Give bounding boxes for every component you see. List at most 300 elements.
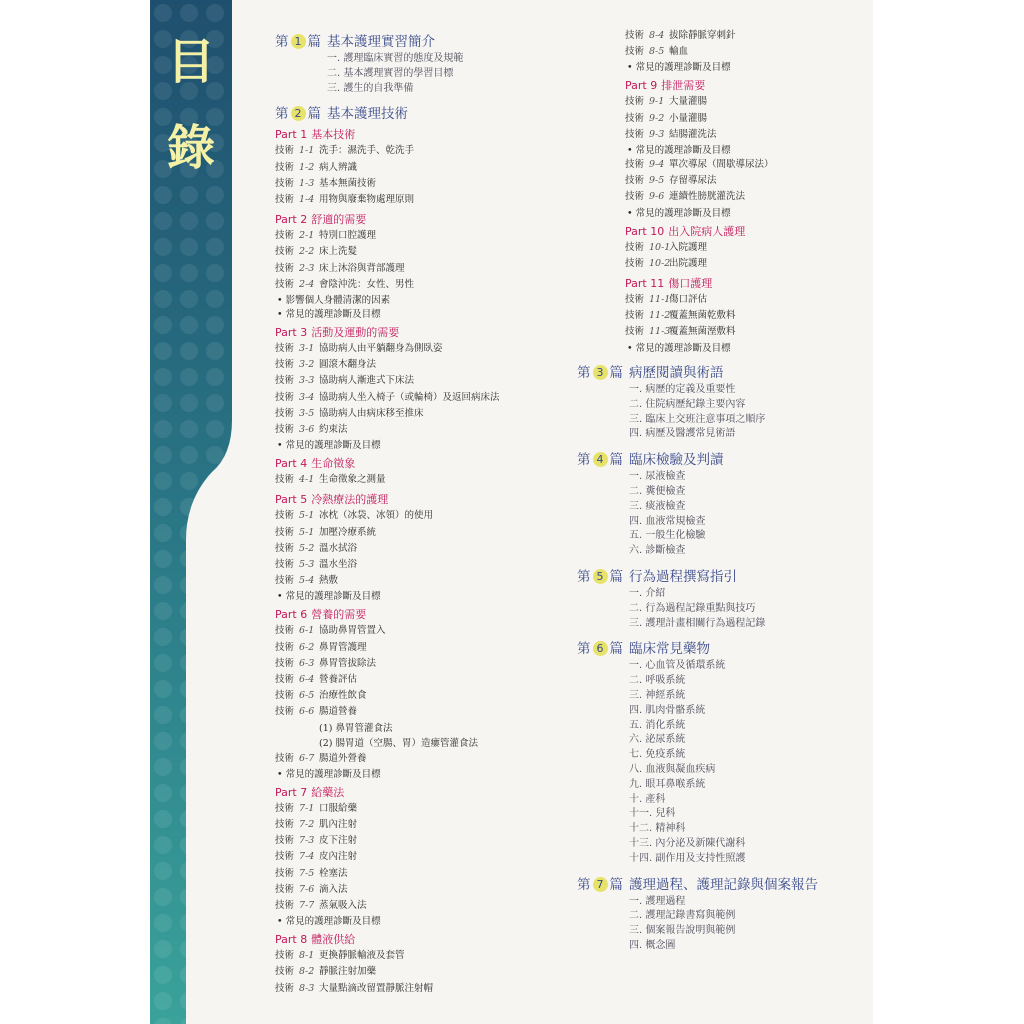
sub-item: (1) 鼻胃管灌食法 xyxy=(319,722,393,734)
skill-item xyxy=(275,559,357,571)
skill-label: 技術 xyxy=(275,674,295,685)
skill-item xyxy=(275,510,433,522)
skill-label: 技術 xyxy=(275,262,295,274)
chapter-heading xyxy=(275,105,408,123)
skill-number: 9-4 xyxy=(649,159,665,170)
skill-number: 6-3 xyxy=(299,657,315,669)
part-number: Part 10 xyxy=(625,224,665,238)
skill-title: 靜脈注射加藥 xyxy=(319,966,377,978)
skill-label: 技術 xyxy=(275,359,295,371)
skill-label: 技術 xyxy=(275,407,295,419)
skill-title: 協助病人由病床移至推床 xyxy=(319,407,424,419)
skill-item xyxy=(275,625,386,637)
skill-title: 覆蓋無菌乾敷料 xyxy=(669,310,736,322)
skill-title: 出院護理 xyxy=(669,257,708,269)
skill-number: 6-6 xyxy=(299,706,315,718)
part-number: Part 4 xyxy=(275,457,308,471)
skill-label: 技術 xyxy=(275,900,295,911)
skill-number: 1-4 xyxy=(299,194,315,205)
skill-item xyxy=(275,343,443,355)
skill-label: 技術 xyxy=(625,326,645,338)
part-title: 排泄需要 xyxy=(661,79,706,93)
skill-number: 3-6 xyxy=(299,424,315,435)
skill-number: 7-4 xyxy=(299,851,315,863)
skill-label: 技術 xyxy=(275,542,295,554)
skill-number: 2-3 xyxy=(299,262,315,274)
chapter-prefix: 第 xyxy=(577,876,591,893)
skill-label: 技術 xyxy=(275,982,295,994)
skill-label: 技術 xyxy=(275,883,295,895)
part-title: 傷口護理 xyxy=(668,277,713,290)
skill-title: 連續性膀胱灌洗法 xyxy=(669,191,746,203)
skill-title: 皮內注射 xyxy=(319,851,358,863)
chapter-suffix: 篇 xyxy=(609,641,623,658)
part-heading xyxy=(275,457,355,471)
skill-label: 技術 xyxy=(275,575,295,587)
skill-item xyxy=(625,242,707,254)
part-heading xyxy=(275,128,355,142)
skill-label: 技術 xyxy=(625,310,645,322)
bullet-item: • 常見的護理診斷及目標 xyxy=(627,342,731,354)
skill-label: 技術 xyxy=(275,177,295,189)
part-title: 基本技術 xyxy=(311,128,356,142)
skill-number: 6-4 xyxy=(299,674,315,685)
skill-title: 鼻胃管拔除法 xyxy=(319,657,377,669)
skill-title: 會陰沖洗：女性、男性 xyxy=(319,278,415,290)
section-item: 一. 護理臨床實習的態度及規範 xyxy=(327,53,464,64)
chapter-title: 臨床檢驗及判讀 xyxy=(629,452,724,469)
skill-item xyxy=(625,310,736,322)
skill-item xyxy=(275,145,414,157)
skill-title: 小量灌腸 xyxy=(669,112,708,124)
skill-number: 10-2 xyxy=(649,257,671,269)
bullet-item: • 常見的護理診斷及目標 xyxy=(277,768,381,780)
skill-item xyxy=(275,575,338,587)
skill-title: 協助病人由平躺翻身為側臥姿 xyxy=(319,343,443,354)
skill-item xyxy=(625,175,717,187)
skill-label: 技術 xyxy=(275,510,295,522)
skill-title: 腸道營養 xyxy=(319,706,358,718)
skill-item xyxy=(275,983,433,995)
skill-title: 大量灌腸 xyxy=(669,96,708,108)
skill-title: 覆蓋無菌溼敷料 xyxy=(669,326,736,338)
bullet-item: • 常見的護理診斷及目標 xyxy=(627,145,731,156)
skill-item xyxy=(625,294,707,306)
skill-item xyxy=(275,674,357,686)
skill-number: 8-5 xyxy=(649,46,665,58)
skill-title: 大量點滴改留置靜脈注射帽 xyxy=(319,982,434,994)
chapter-prefix: 第 xyxy=(275,106,289,123)
chapter-prefix: 第 xyxy=(577,569,591,585)
skill-number: 3-3 xyxy=(299,375,315,387)
skill-number: 5-4 xyxy=(299,575,315,587)
skill-number: 11-3 xyxy=(649,326,671,338)
skill-item xyxy=(275,819,357,831)
skill-label: 技術 xyxy=(275,706,295,718)
skill-number: 9-5 xyxy=(649,175,665,187)
skill-label: 技術 xyxy=(275,343,295,354)
section-item: 一. 介紹 xyxy=(629,588,666,599)
part-heading xyxy=(625,225,745,239)
skill-item xyxy=(275,803,357,815)
section-item: 一. 護理過程 xyxy=(629,895,686,907)
part-title: 冷熱療法的護理 xyxy=(311,493,389,507)
skill-title: 圓滾木翻身法 xyxy=(319,359,377,371)
bullet-item: • 常見的護理診斷及目標 xyxy=(627,62,731,74)
section-item: 九. 眼耳鼻喉系統 xyxy=(629,778,706,790)
skill-label: 技術 xyxy=(625,112,645,124)
skill-title: 基本無菌技術 xyxy=(319,177,377,189)
chapter-title: 基本護理實習簡介 xyxy=(327,34,435,50)
skill-title: 輸血 xyxy=(669,46,689,58)
skill-label: 技術 xyxy=(275,641,295,653)
skill-item xyxy=(275,230,376,242)
part-heading xyxy=(275,933,355,947)
section-item: 三. 痰液檢查 xyxy=(629,500,686,512)
skill-label: 技術 xyxy=(275,966,295,978)
skill-number: 7-7 xyxy=(299,900,315,911)
skill-number: 1-1 xyxy=(299,145,315,157)
skill-title: 熱敷 xyxy=(319,575,339,587)
part-number: Part 8 xyxy=(275,933,308,947)
chapter-title: 行為過程撰寫指引 xyxy=(629,569,737,585)
skill-label: 技術 xyxy=(625,30,645,41)
section-item: 五. 消化系統 xyxy=(629,719,686,731)
skill-item xyxy=(275,162,357,174)
skill-item xyxy=(625,113,707,125)
skill-label: 技術 xyxy=(275,867,295,879)
skill-number: 9-1 xyxy=(649,96,665,108)
part-title: 給藥法 xyxy=(311,785,345,799)
skill-number: 5-1 xyxy=(299,510,315,522)
skill-number: 3-5 xyxy=(299,407,315,419)
skill-number: 7-1 xyxy=(299,802,315,814)
toc-title-char-2: 錄 xyxy=(166,120,215,176)
skill-label: 技術 xyxy=(275,819,295,830)
skill-number: 3-1 xyxy=(299,343,315,354)
bullet-item: • 常見的護理診斷及目標 xyxy=(627,207,731,219)
chapter-heading xyxy=(577,451,724,469)
skill-item xyxy=(625,129,717,141)
chapter-prefix: 第 xyxy=(577,452,591,469)
skill-title: 單次導尿（間歇導尿法） xyxy=(669,159,774,170)
part-heading xyxy=(275,213,366,227)
chapter-number-badge: 2 xyxy=(291,106,306,121)
skill-number: 9-2 xyxy=(649,112,665,124)
chapter-number-badge: 7 xyxy=(593,877,608,892)
chapter-prefix: 第 xyxy=(275,34,289,50)
skill-label: 技術 xyxy=(625,128,645,140)
skill-label: 技術 xyxy=(275,851,295,863)
skill-title: 加壓冷療系統 xyxy=(319,526,377,538)
skill-number: 11-2 xyxy=(649,310,671,322)
section-item: 十二. 精神科 xyxy=(629,823,686,835)
skill-label: 技術 xyxy=(625,175,645,187)
skill-number: 10-1 xyxy=(649,241,671,253)
skill-label: 技術 xyxy=(625,257,645,269)
section-item: 三. 護理計畫相關行為過程記錄 xyxy=(629,617,766,629)
skill-title: 溫水拭浴 xyxy=(319,542,358,554)
skill-number: 5-2 xyxy=(299,542,315,554)
skill-item xyxy=(275,966,376,978)
part-heading xyxy=(275,493,388,507)
skill-item xyxy=(275,359,376,371)
part-title: 舒適的需要 xyxy=(311,213,367,227)
skill-number: 8-3 xyxy=(299,982,315,994)
skill-item xyxy=(625,258,707,270)
skill-item xyxy=(275,868,348,880)
skill-label: 技術 xyxy=(275,391,295,403)
skill-number: 2-1 xyxy=(299,230,315,242)
skill-label: 技術 xyxy=(275,230,295,242)
skill-number: 1-2 xyxy=(299,161,315,173)
skill-label: 技術 xyxy=(625,159,645,170)
part-title: 營養的需要 xyxy=(311,608,367,622)
skill-title: 更換靜脈輸液及套管 xyxy=(319,950,405,962)
section-item: 四. 概念圖 xyxy=(629,940,676,951)
skill-item xyxy=(275,474,386,486)
skill-title: 協助鼻胃管置入 xyxy=(319,625,386,637)
skill-item xyxy=(625,46,688,58)
skill-title: 用物與廢棄物處理原則 xyxy=(319,194,415,205)
part-title: 生命徵象 xyxy=(311,457,356,471)
chapter-suffix: 篇 xyxy=(307,34,321,50)
chapter-prefix: 第 xyxy=(577,641,591,658)
skill-title: 特別口腔護理 xyxy=(319,230,377,242)
skill-title: 鼻胃管護理 xyxy=(319,641,367,653)
skill-number: 6-7 xyxy=(299,752,315,764)
chapter-title: 臨床常見藥物 xyxy=(629,641,710,658)
skill-number: 8-4 xyxy=(649,30,665,41)
skill-item xyxy=(275,835,357,847)
page-background xyxy=(150,0,873,1024)
section-item: 三. 神經系統 xyxy=(629,690,686,701)
skill-number: 3-2 xyxy=(299,359,315,371)
skill-label: 技術 xyxy=(625,241,645,253)
skill-label: 技術 xyxy=(275,194,295,205)
skill-title: 皮下注射 xyxy=(319,835,358,847)
skill-title: 約束法 xyxy=(319,424,348,435)
bullet-item: • 影響個人身體清潔的因素 xyxy=(277,295,391,306)
part-number: Part 11 xyxy=(625,277,665,290)
part-heading xyxy=(625,79,705,93)
skill-title: 治療性飲食 xyxy=(319,690,367,702)
skill-item xyxy=(275,900,367,912)
skill-item xyxy=(275,950,405,962)
chapter-heading xyxy=(275,33,435,51)
skill-label: 技術 xyxy=(625,294,645,305)
skill-item xyxy=(275,658,376,670)
skill-number: 7-3 xyxy=(299,835,315,847)
skill-number: 1-3 xyxy=(299,177,315,189)
chapter-heading xyxy=(577,364,724,382)
section-item: 十三. 內分泌及新陳代謝科 xyxy=(629,838,746,849)
chapter-suffix: 篇 xyxy=(609,452,623,469)
section-item: 二. 住院病歷紀錄主要內容 xyxy=(629,398,746,410)
section-item: 三. 護生的自我準備 xyxy=(327,82,414,94)
sub-item: (2) 腸胃道（空腸、胃）造瘻管灌食法 xyxy=(319,737,478,749)
skill-number: 9-6 xyxy=(649,191,665,203)
part-title: 活動及運動的需要 xyxy=(311,326,400,339)
section-item: 一. 尿液檢查 xyxy=(629,471,686,483)
skill-item xyxy=(275,392,500,404)
section-item: 一. 病歷的定義及重要性 xyxy=(629,384,736,395)
part-number: Part 6 xyxy=(275,608,308,622)
section-item: 二. 糞便檢查 xyxy=(629,486,686,497)
skill-title: 傷口評估 xyxy=(669,294,708,305)
skill-label: 技術 xyxy=(275,246,295,258)
skill-title: 腸道外營養 xyxy=(319,752,367,764)
skill-title: 冰枕（冰袋、冰領）的使用 xyxy=(319,510,434,522)
bullet-item: • 常見的護理診斷及目標 xyxy=(277,440,381,452)
skill-label: 技術 xyxy=(275,657,295,669)
toc-title-char-1: 目 xyxy=(166,34,215,90)
part-number: Part 7 xyxy=(275,785,308,799)
chapter-suffix: 篇 xyxy=(609,365,623,381)
chapter-heading xyxy=(577,568,737,586)
bullet-item: • 常見的護理診斷及目標 xyxy=(277,309,381,320)
skill-label: 技術 xyxy=(275,950,295,962)
skill-item xyxy=(625,96,707,108)
skill-number: 5-3 xyxy=(299,559,315,570)
skill-label: 技術 xyxy=(275,375,295,387)
skill-item xyxy=(275,375,414,387)
skill-title: 蒸氣吸入法 xyxy=(319,900,367,911)
skill-item xyxy=(625,191,745,203)
skill-number: 6-1 xyxy=(299,625,315,637)
skill-title: 洗手：濕洗手、乾洗手 xyxy=(319,145,415,157)
skill-item xyxy=(275,424,348,436)
chapter-heading xyxy=(577,876,818,894)
skill-label: 技術 xyxy=(625,96,645,108)
part-number: Part 1 xyxy=(275,128,308,142)
skill-item xyxy=(275,263,405,275)
skill-label: 技術 xyxy=(275,802,295,814)
skill-label: 技術 xyxy=(275,559,295,570)
skill-number: 8-2 xyxy=(299,966,315,978)
section-item: 六. 診斷檢查 xyxy=(629,545,686,557)
skill-title: 口服給藥 xyxy=(319,802,358,814)
part-number: Part 3 xyxy=(275,326,308,339)
skill-title: 滴入法 xyxy=(319,883,348,895)
skill-label: 技術 xyxy=(275,690,295,702)
skill-label: 技術 xyxy=(275,526,295,538)
section-item: 五. 一般生化檢驗 xyxy=(629,530,706,542)
skill-number: 7-6 xyxy=(299,883,315,895)
part-number: Part 5 xyxy=(275,493,308,507)
skill-title: 床上洗髮 xyxy=(319,246,358,258)
section-item: 四. 肌肉骨骼系統 xyxy=(629,704,706,716)
skill-title: 栓塞法 xyxy=(319,867,348,879)
skill-number: 5-1 xyxy=(299,526,315,538)
skill-label: 技術 xyxy=(625,46,645,58)
skill-label: 技術 xyxy=(275,835,295,847)
skill-item xyxy=(625,326,736,338)
skill-number: 4-1 xyxy=(299,474,315,486)
section-item: 三. 臨床上交班注意事項之順序 xyxy=(629,413,766,425)
skill-title: 入院護理 xyxy=(669,241,708,253)
skill-label: 技術 xyxy=(275,752,295,764)
section-item: 七. 免疫系統 xyxy=(629,749,686,761)
part-number: Part 9 xyxy=(625,79,658,93)
skill-item xyxy=(275,408,424,420)
skill-title: 結腸灌洗法 xyxy=(669,128,717,140)
chapter-number-badge: 3 xyxy=(593,365,608,380)
skill-title: 溫水坐浴 xyxy=(319,559,358,570)
part-title: 出入院病人護理 xyxy=(668,224,746,238)
skill-title: 協助病人坐入椅子（或輪椅）及返回病床法 xyxy=(319,391,500,403)
chapter-title: 病歷閱讀與術語 xyxy=(629,365,724,381)
part-heading xyxy=(275,326,399,340)
skill-label: 技術 xyxy=(275,474,295,486)
section-item: 三. 個案報告說明與範例 xyxy=(629,925,736,937)
skill-number: 7-5 xyxy=(299,867,315,879)
bullet-item: • 常見的護理診斷及目標 xyxy=(277,591,381,603)
skill-item xyxy=(275,279,414,291)
skill-item xyxy=(275,527,376,539)
chapter-title: 護理過程、護理記錄與個案報告 xyxy=(629,876,818,893)
skill-number: 11-1 xyxy=(649,294,671,305)
skill-number: 6-5 xyxy=(299,690,315,702)
chapter-number-badge: 5 xyxy=(593,569,608,584)
skill-title: 拔除靜脈穿刺針 xyxy=(669,30,736,41)
chapter-number-badge: 6 xyxy=(593,641,608,656)
skill-item xyxy=(275,690,367,702)
skill-title: 存留導尿法 xyxy=(669,175,717,187)
skill-item xyxy=(275,884,348,896)
chapter-suffix: 篇 xyxy=(609,876,623,893)
skill-title: 床上沐浴與背部護理 xyxy=(319,262,405,274)
section-item: 十四. 副作用及支持性照護 xyxy=(629,852,746,864)
skill-label: 技術 xyxy=(625,191,645,203)
section-item: 四. 病歷及醫護常見術語 xyxy=(629,428,736,440)
skill-item xyxy=(275,642,367,654)
skill-item xyxy=(275,706,357,718)
skill-number: 6-2 xyxy=(299,641,315,653)
part-heading xyxy=(625,277,712,291)
skill-item xyxy=(275,753,367,765)
chapter-prefix: 第 xyxy=(577,365,591,381)
skill-number: 2-2 xyxy=(299,246,315,258)
skill-item xyxy=(275,194,414,206)
skill-number: 8-1 xyxy=(299,950,315,962)
skill-number: 2-4 xyxy=(299,278,315,290)
skill-item xyxy=(275,246,357,258)
section-item: 二. 基本護理實習的學習目標 xyxy=(327,67,454,79)
section-item: 四. 血液常規檢查 xyxy=(629,515,706,527)
chapter-suffix: 篇 xyxy=(609,569,623,585)
skill-title: 協助病人漸進式下床法 xyxy=(319,375,415,387)
skill-label: 技術 xyxy=(275,161,295,173)
skill-item xyxy=(625,159,774,171)
skill-title: 營養評估 xyxy=(319,674,358,685)
chapter-suffix: 篇 xyxy=(307,106,321,123)
chapter-heading xyxy=(577,640,710,658)
part-heading xyxy=(275,608,366,622)
skill-item xyxy=(275,178,376,190)
section-item: 六. 泌尿系統 xyxy=(629,734,686,746)
part-heading xyxy=(275,786,344,800)
skill-number: 7-2 xyxy=(299,819,315,830)
section-item: 二. 呼吸系統 xyxy=(629,675,686,687)
chapter-title: 基本護理技術 xyxy=(327,106,408,123)
skill-label: 技術 xyxy=(275,424,295,435)
skill-number: 3-4 xyxy=(299,391,315,403)
skill-title: 病人辨識 xyxy=(319,161,358,173)
part-number: Part 2 xyxy=(275,213,308,227)
chapter-number-badge: 1 xyxy=(291,34,306,49)
skill-label: 技術 xyxy=(275,625,295,637)
